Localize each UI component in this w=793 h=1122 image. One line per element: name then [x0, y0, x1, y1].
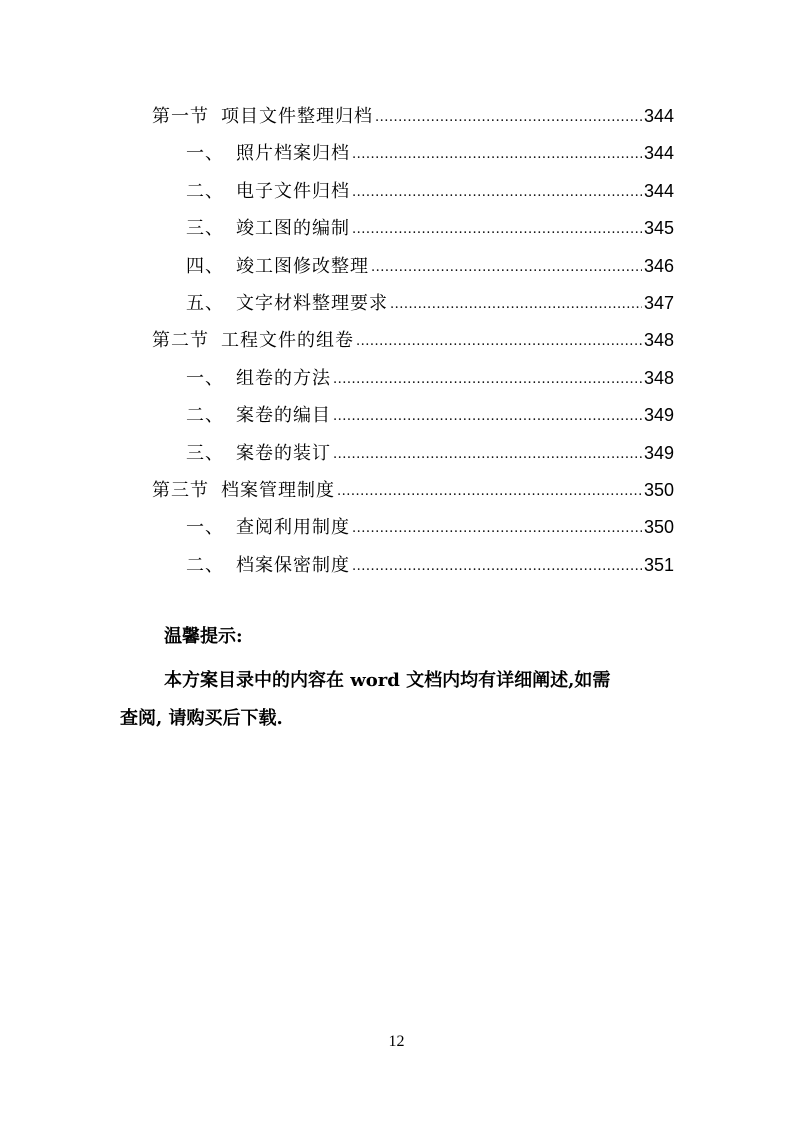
- toc-leader-dots: [352, 222, 642, 237]
- toc-entry-text: 案卷的装订: [236, 442, 331, 464]
- toc-entry: [186, 177, 674, 214]
- toc-entry: [152, 326, 674, 363]
- toc-entry-text: 档案保密制度: [236, 554, 350, 576]
- toc-entry-page: 351: [643, 554, 674, 575]
- toc-leader-dots: [356, 334, 642, 349]
- toc-entry-page: 348: [643, 367, 674, 388]
- toc-entry-text: 案卷的编目: [236, 405, 331, 427]
- toc-entry: [186, 401, 674, 438]
- toc-entry-number: 三、: [186, 442, 224, 464]
- toc-entry-page: 349: [643, 442, 674, 463]
- toc-entry-text: 档案管理制度: [221, 480, 335, 501]
- toc-entry-text: 查阅利用制度: [236, 517, 350, 539]
- toc-entry-number: 二、: [186, 180, 224, 202]
- toc-entry-title: [186, 551, 350, 577]
- notice-text-line-1: 本方案目录中的内容在 word 文档内均有详细阐述,如需: [164, 670, 611, 691]
- toc-entry-text: 文字材料整理要求: [236, 293, 388, 314]
- toc-entry: [152, 476, 674, 513]
- toc-leader-dots: [352, 559, 642, 574]
- toc-entry: [186, 289, 674, 326]
- toc-entry-number: 第二节: [152, 330, 209, 352]
- toc-leader-dots: [352, 521, 642, 536]
- toc-leader-dots: [352, 147, 642, 162]
- toc-entry-page: 346: [643, 255, 674, 276]
- toc-entry-text: 工程文件的组卷: [221, 330, 354, 352]
- toc-entry-title: [186, 439, 331, 465]
- toc-entry-number: 一、: [186, 143, 224, 165]
- toc-entry-text: 组卷的方法: [236, 367, 331, 389]
- toc-entry: [152, 102, 674, 139]
- toc-entry-page: 350: [643, 480, 674, 500]
- toc-leader-dots: [375, 110, 642, 125]
- toc-leader-dots: [371, 260, 642, 275]
- toc-entry: [186, 214, 674, 251]
- toc-entry-title: [186, 177, 350, 203]
- toc-entry-title: [186, 513, 350, 539]
- toc-leader-dots: [333, 372, 642, 387]
- toc-entry-number: 四、: [186, 255, 224, 277]
- toc-entry-title: [186, 214, 350, 240]
- toc-entry-page: 348: [643, 330, 674, 351]
- toc-entry-number: 第三节: [152, 480, 209, 501]
- toc-entry-text: 项目文件整理归档: [221, 106, 373, 127]
- toc-entry-page: 344: [643, 106, 674, 126]
- toc-entry-title: [152, 102, 373, 128]
- toc-entry-title: [186, 252, 369, 278]
- toc-entry-text: 照片档案归档: [236, 143, 350, 165]
- toc-entry: [186, 139, 674, 176]
- toc-entry-title: [152, 476, 335, 502]
- toc-entry-title: [186, 139, 350, 165]
- toc-entry-title: [186, 289, 388, 315]
- toc-entry-number: 一、: [186, 517, 224, 539]
- toc-leader-dots: [333, 409, 642, 424]
- toc-entry-text: 竣工图修改整理: [236, 255, 369, 277]
- toc-entry: [186, 439, 674, 476]
- page-number: 12: [388, 1033, 405, 1050]
- toc-leader-dots: [390, 297, 642, 312]
- toc-entry-title: [152, 326, 354, 352]
- toc-entry-text: 竣工图的编制: [236, 218, 350, 240]
- toc-entry-page: 344: [643, 180, 674, 201]
- toc-entry-page: 350: [643, 517, 674, 538]
- toc-entry: [186, 513, 674, 550]
- toc-entry-number: 二、: [186, 554, 224, 576]
- notice-text-line-2: 查阅, 请购买后下载.: [120, 708, 283, 729]
- toc-entry-number: 一、: [186, 367, 224, 389]
- toc-entry: [186, 364, 674, 401]
- toc-leader-dots: [352, 185, 642, 200]
- toc-entry-text: 电子文件归档: [236, 180, 350, 202]
- toc-entry-page: 349: [643, 405, 674, 426]
- toc-entry: [186, 551, 674, 588]
- toc-entry-number: 第一节: [152, 106, 209, 127]
- notice-heading: 温馨提示:: [164, 626, 243, 647]
- toc-entry: [186, 252, 674, 289]
- toc-entry-title: [186, 401, 331, 427]
- toc-entry-page: 347: [643, 293, 674, 313]
- toc-entry-number: 二、: [186, 405, 224, 427]
- toc-leader-dots: [333, 447, 642, 462]
- toc-leader-dots: [337, 484, 642, 499]
- toc-entry-page: 345: [643, 218, 674, 239]
- toc-entry-title: [186, 364, 331, 390]
- toc-entry-page: 344: [643, 143, 674, 164]
- toc-entry-number: 三、: [186, 218, 224, 240]
- toc-entry-number: 五、: [186, 293, 224, 314]
